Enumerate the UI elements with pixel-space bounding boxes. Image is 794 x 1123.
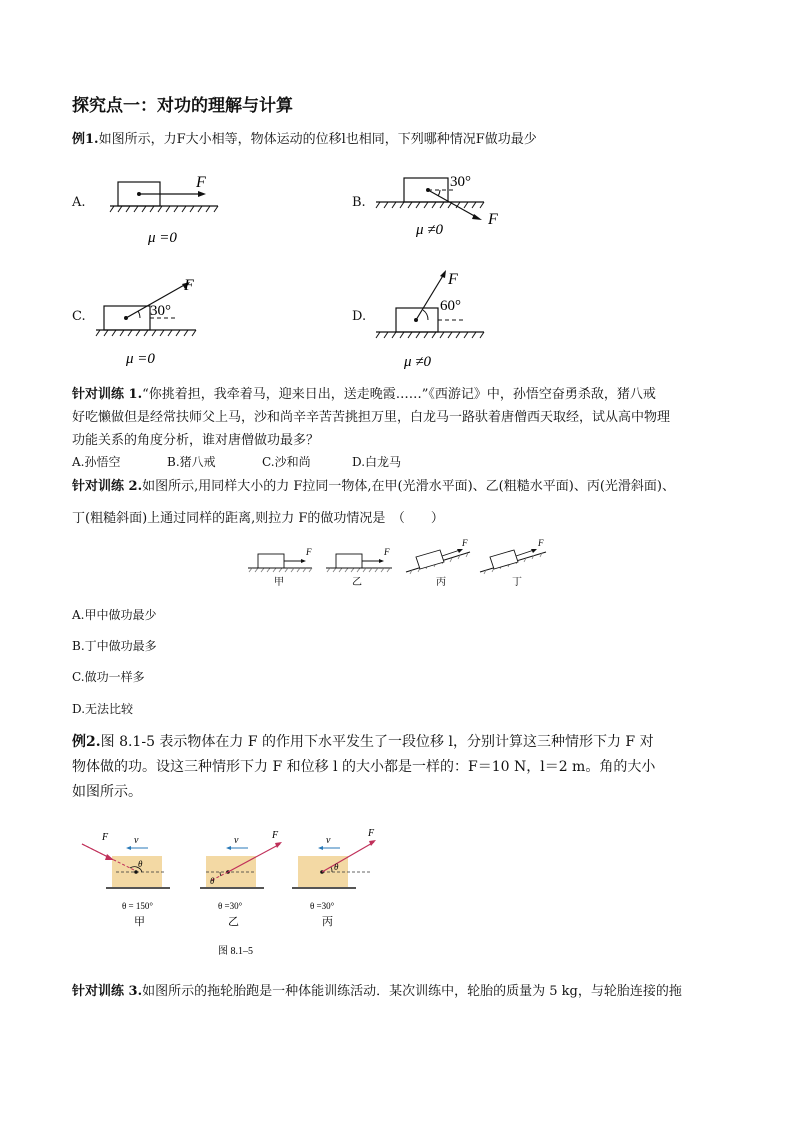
figure-name: 乙 — [228, 916, 239, 928]
velocity-label: v — [326, 835, 331, 846]
option-c-letter: C. — [72, 309, 86, 324]
force-label: F — [448, 271, 458, 288]
example-2-line-1: 例2.图 8.1-5 表示物体在力 F 的作用下水平发生了一段位移 l，分别计算这三种情形下力 F 对 — [72, 734, 654, 750]
angle-label: 30° — [450, 174, 471, 190]
figure-label-bing: 丙 — [436, 577, 446, 588]
friction-label: μ =0 — [148, 230, 177, 246]
force-label: F — [272, 830, 279, 841]
example-1-text: 如图所示，力F大小相等，物体运动的位移l也相同，下列哪种情况F做功最少 — [98, 132, 537, 147]
friction-label: μ =0 — [126, 351, 155, 367]
figure-8-1-5 — [76, 826, 406, 962]
theta-label: θ — [334, 862, 339, 872]
figure-option-a — [110, 170, 230, 250]
option-b-letter: B. — [352, 195, 366, 210]
option-a-letter: A. — [72, 195, 86, 210]
force-label: F — [462, 538, 468, 548]
friction-label: μ ≠0 — [404, 354, 432, 370]
theta-label: θ — [138, 859, 143, 869]
training-1-line-3: 功能关系的角度分析，谁对唐僧做功最多？ — [72, 433, 320, 448]
force-label: F — [488, 211, 498, 228]
example-2-line-3: 如图所示。 — [72, 784, 142, 800]
training-2-line-2: 丁(粗糙斜面)上通过同样的距离,则拉力 F的做功情况是 （ ） — [72, 511, 444, 526]
training-1-choice-a: A.孙悟空 — [72, 455, 121, 469]
training-2-choice-d: D.无法比较 — [72, 702, 134, 716]
figure-name: 甲 — [134, 916, 145, 928]
force-label: F — [196, 174, 206, 191]
figure-option-b — [376, 168, 506, 248]
training-2-choice-b: B.丁中做功最多 — [72, 639, 157, 653]
example-1-question — [72, 131, 537, 149]
training-2-choice-a: A.甲中做功最少 — [72, 608, 157, 622]
figure-name: 丙 — [322, 916, 333, 928]
friction-label: μ ≠0 — [416, 222, 444, 238]
training-1-label: 针对训练 1. — [72, 387, 143, 402]
angle-label: 30° — [150, 303, 171, 319]
section-heading: 探究点一：对功的理解与计算 — [72, 96, 293, 116]
training-1-line-1: 针对训练 1.“你挑着担，我牵着马，迎来日出，送走晚霞……”《西游记》中，孙悟空奋勇杀敌，猪八戒 — [72, 387, 656, 402]
option-d-letter: D. — [352, 309, 367, 324]
force-label: F — [384, 547, 390, 557]
training-2-label: 针对训练 2. — [72, 479, 143, 494]
theta-label: θ — [210, 876, 215, 886]
training-2-line-1: 针对训练 2.如图所示,用同样大小的力 F拉同一物体,在甲(光滑水平面)、乙(粗糙水平面)、丙(光滑斜面)、 — [72, 479, 675, 494]
velocity-label: v — [234, 835, 239, 846]
figure-label-yi: 乙 — [352, 577, 362, 588]
theta-value: θ = 150° — [122, 901, 153, 911]
theta-value: θ =30° — [218, 901, 243, 911]
training-1-choice-c: C.沙和尚 — [262, 455, 311, 469]
figure-training-2 — [246, 538, 558, 590]
theta-value: θ =30° — [310, 901, 335, 911]
example-2-line-2: 物体做的功。设这三种情形下力 F 和位移 l 的大小都是一样的：F＝10 N，l＝2 m。角的大小 — [72, 759, 656, 775]
training-1-choice-d: D.白龙马 — [352, 455, 402, 469]
force-label: F — [184, 277, 194, 294]
example-2-label: 例2. — [72, 734, 101, 750]
training-1-choice-b: B.猪八戒 — [167, 455, 216, 469]
force-label: F — [306, 547, 312, 557]
force-label: F — [368, 828, 375, 839]
training-2-choice-c: C.做功一样多 — [72, 670, 145, 684]
training-3-line: 针对训练 3.如图所示的拖轮胎跑是一种体能训练活动．某次训练中，轮胎的质量为 5 kg，与轮胎连接的拖 — [72, 984, 682, 999]
training-3-label: 针对训练 3. — [72, 984, 143, 999]
figure-option-c — [96, 276, 226, 368]
force-label: F — [538, 538, 544, 548]
angle-label: 60° — [440, 298, 461, 314]
training-1-line-2: 好吃懒做但是经常扶师父上马，沙和尚辛辛苦苦挑担万里，白龙马一路驮着唐僧西天取经，试从高中物理 — [72, 410, 671, 425]
figure-label-ding: 丁 — [512, 577, 522, 588]
figure-option-d — [376, 266, 506, 370]
example-1-label: 例1. — [72, 132, 99, 147]
velocity-label: v — [134, 835, 139, 846]
figure-label-jia: 甲 — [274, 577, 284, 588]
force-label: F — [102, 832, 109, 843]
figure-caption: 图 8.1–5 — [218, 946, 253, 957]
